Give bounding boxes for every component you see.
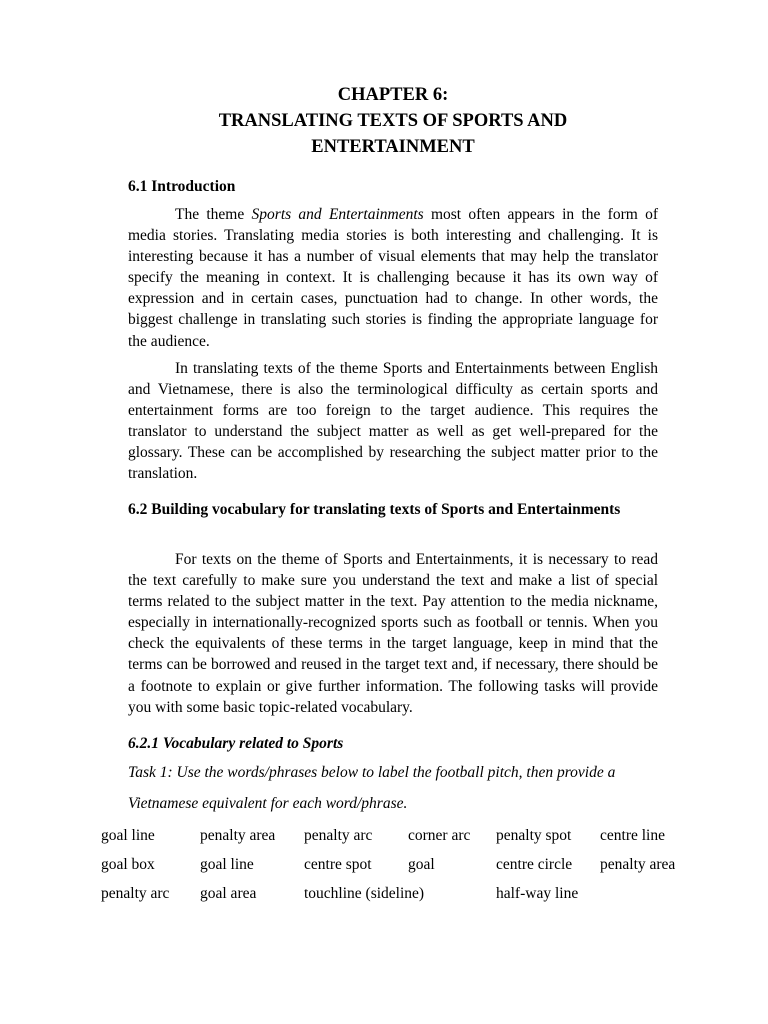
vocab-word: penalty area — [600, 856, 676, 873]
vocab-word: half-way line — [496, 885, 579, 902]
vocab-word: goal line — [200, 856, 254, 873]
vocab-word: goal — [408, 856, 435, 873]
vocab-word: touchline (sideline) — [304, 885, 425, 902]
task-1-instructions — [128, 757, 668, 819]
vocab-word: penalty arc — [304, 827, 373, 844]
chapter-title-line-2: ENTERTAINMENT — [311, 137, 475, 157]
section-heading-introduction: 6.1 Introduction — [128, 178, 236, 195]
task-1-line-1: Task 1: Use the words/phrases below to label the football pitch, then provide a — [128, 764, 616, 781]
intro-p1-start: The theme — [175, 206, 252, 223]
vocab-word: penalty arc — [101, 885, 170, 902]
chapter-title — [128, 82, 658, 160]
vocab-word: centre line — [600, 827, 665, 844]
intro-paragraph-1 — [128, 204, 658, 352]
vocab-word: goal box — [101, 856, 155, 873]
intro-p1-rest: most often appears in the form of media stories. Translating media stories is both interesting and challenging. It is interesting because it has a number of visual elements that may help the translator specify the meaning in context. It is challenging because it has its own way of expression and in certain cases, punctuation had to change. In other words, the biggest challenge in translating such stories is finding the appropriate language for the audience. — [128, 206, 658, 350]
chapter-title-line-1: TRANSLATING TEXTS OF SPORTS AND — [218, 111, 568, 131]
vocabulary-paragraph: For texts on the theme of Sports and Entertainments, it is necessary to read the text carefully to make sure you understand the text and make a list of special terms related to the subject matter in the text. Pay attention to the media nickname, especially in internationally-recognized sports such as football or tennis. When you check the equivalents of these terms in the target language, keep in mind that the terms can be borrowed and reused in the target text and, if necessary, there should be a footnote to explain or give further information. The following tasks will provide you with some basic topic-related vocabulary. — [128, 551, 658, 716]
intro-paragraph-2: In translating texts of the theme Sports and Entertainments between English and Vietnamese, there is also the terminological difficulty as certain sports and entertainment forms are too foreign to the target audience. This requires the translator to understand the subject matter as well as get well-prepared for the glossary. These can be accomplished by researching the subject matter prior to the translation. — [128, 360, 658, 483]
vocab-word: goal area — [200, 885, 257, 902]
vocab-word: centre circle — [496, 856, 573, 873]
vocab-word: goal line — [101, 827, 155, 844]
subsection-heading-sports: 6.2.1 Vocabulary related to Sports — [128, 735, 344, 752]
vocab-word: penalty spot — [496, 827, 572, 844]
intro-p1-italic-theme: Sports and Entertainments — [251, 206, 424, 223]
section-heading-vocabulary: 6.2 Building vocabulary for translating texts of Sports and Entertainments — [128, 501, 621, 518]
vocab-word: centre spot — [304, 856, 372, 873]
vocab-word: penalty area — [200, 827, 276, 844]
vocab-word: corner arc — [408, 827, 471, 844]
task-1-line-2: Vietnamese equivalent for each word/phrase. — [128, 795, 408, 812]
chapter-number: CHAPTER 6: — [337, 85, 449, 105]
